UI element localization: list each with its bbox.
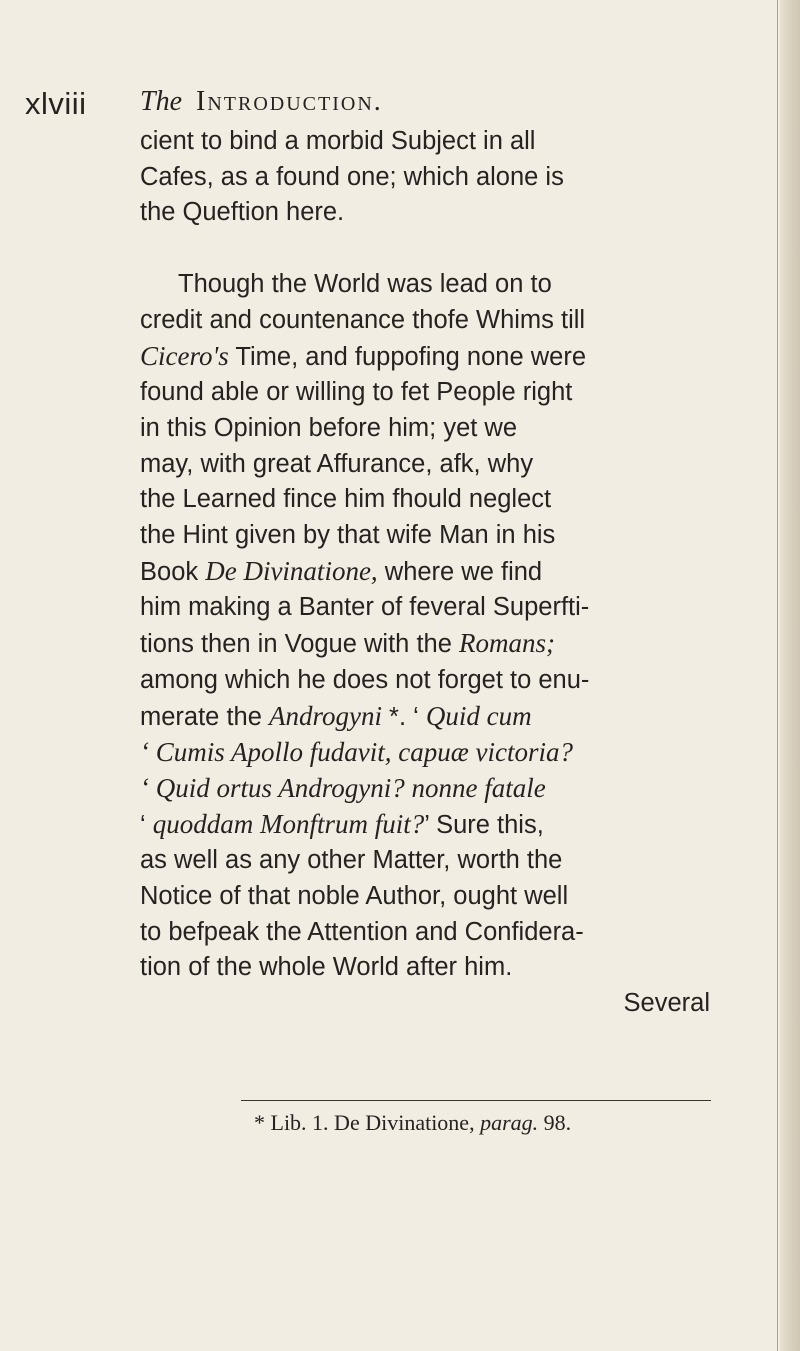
italic-text: De Divinatione,	[205, 555, 378, 586]
text-line: the Learned fince him fhould neglect	[140, 485, 552, 514]
paragraph-1	[140, 124, 710, 231]
footnote-text: Lib. 1. De Divinatione,	[265, 1110, 481, 1135]
text-run: ’ Sure this,	[424, 810, 544, 839]
italic-text: Androgyni	[268, 700, 382, 731]
text-run: where we find	[377, 557, 543, 586]
text-line	[140, 626, 710, 663]
text-line	[140, 339, 710, 376]
italic-text: Cicero's	[140, 340, 229, 371]
text-line	[140, 807, 710, 844]
text-line: among which he does not forget to enu-	[140, 665, 590, 694]
text-line: Though the World was lead on to	[178, 270, 552, 299]
text-line	[140, 554, 710, 591]
text-run: Time, and fuppofing none were	[228, 342, 587, 371]
footnote-rule	[241, 1100, 711, 1101]
text-line: in this Opinion before him; yet we	[140, 413, 518, 442]
text-line	[140, 699, 710, 736]
text-line: him making a Banter of feveral Superfti-	[140, 593, 590, 622]
running-head	[140, 86, 383, 118]
text-line: the Queftion here.	[140, 198, 345, 227]
body-text	[140, 124, 710, 1022]
text-line: credit and countenance thofe Whims till	[140, 305, 586, 334]
footnote-number: 98.	[538, 1110, 572, 1135]
text-run: Book	[140, 557, 206, 586]
text-line: cient to bind a morbid Subject in all	[140, 127, 536, 155]
italic-text: Quid cum	[425, 700, 532, 731]
text-line: ‘ Cumis Apollo fudavit, capuæ victoria?	[140, 737, 573, 768]
catchword: Several	[623, 989, 710, 1018]
paragraph-2	[140, 267, 710, 1022]
text-line: may, with great Affurance, afk, why	[140, 449, 534, 478]
page-edge	[780, 0, 800, 1351]
text-run: *. ‘	[381, 702, 426, 731]
text-line: Cafes, as a found one; which alone is	[140, 162, 564, 191]
text-line: Notice of that noble Author, ought well	[140, 882, 569, 911]
text-line: tion of the whole World after him.	[140, 953, 513, 982]
text-line: the Hint given by that wife Man in his	[140, 521, 556, 550]
text-line: found able or willing to fet People right	[140, 378, 573, 407]
running-head-the: The	[140, 86, 182, 117]
page-number: xlviii	[25, 86, 87, 121]
text-run: tions then in Vogue with the	[140, 630, 459, 659]
text-line: as well as any other Matter, worth the	[140, 846, 563, 875]
footnote-italic: parag.	[480, 1110, 539, 1135]
page-edge-line	[777, 0, 778, 1351]
text-line: ‘ Quid ortus Androgyni? nonne fatale	[140, 772, 546, 803]
italic-text: quoddam Monftrum fuit?	[152, 808, 425, 839]
text-run: merate the	[140, 702, 269, 731]
running-head-title: Introduction.	[196, 86, 383, 117]
text-line: to befpeak the Attention and Confidera-	[140, 917, 584, 946]
footnote	[254, 1110, 571, 1136]
italic-text: Romans;	[458, 628, 555, 659]
text-run: ‘	[140, 810, 153, 839]
footnote-marker: *	[254, 1110, 265, 1135]
